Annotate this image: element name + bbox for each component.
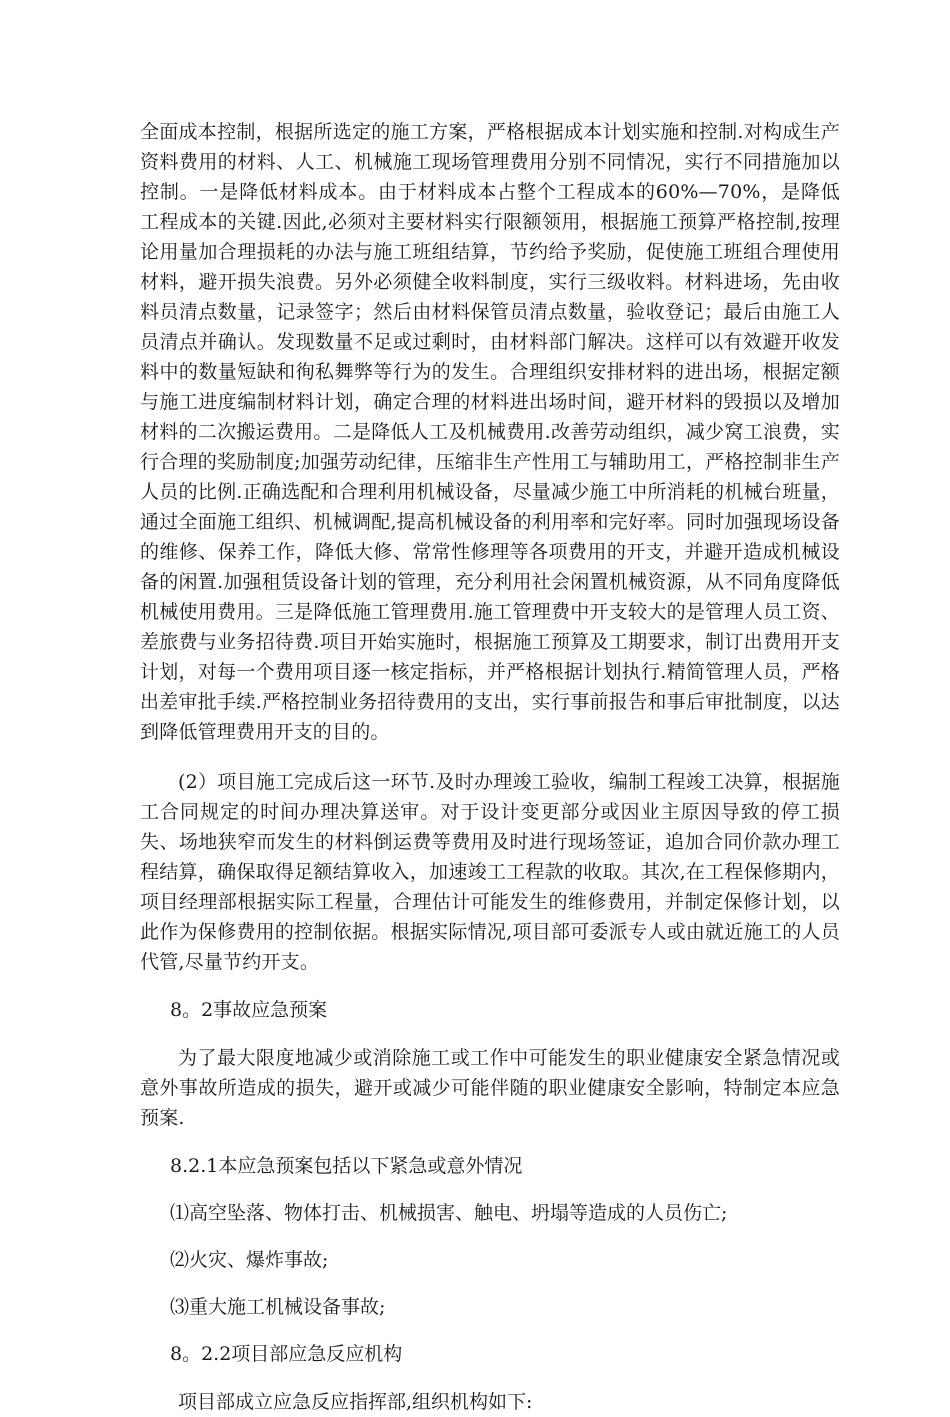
heading-8-2-2: 8。2.2项目部应急反应机构 bbox=[170, 1343, 403, 1365]
heading-8-2-1: 8.2.1本应急预案包括以下紧急或意外情况 bbox=[170, 1155, 523, 1177]
list-item-2: ⑵火灾、爆炸事故; bbox=[170, 1249, 329, 1271]
paragraph-cost-control: 全面成本控制，根据所选定的施工方案，严格根据成本计划实施和控制.对构成生产资料费用的材料、人工、机械施工现场管理费用分别不同情况，实行不同措施加以控制。一是降低材料成本。由于材料成本占整个工程成本的60%—70%，是降低工程成本的关键.因此,必须对主要材料实行限额领用，根据施工预算严格控制,按理论用量加合理损耗的办法与施工班组结算，节约给予奖励，促使施工班组合理使用材料，避开损失浪费。另外必须健全收料制度，实行三级收料。材料进场，先由收料员清点数量，记录签字；然后由材料保管员清点数量，验收登记；最后由施工人员清点并确认。发现数量不足或过剩时，由材料部门解决。这样可以有效避开收发料中的数量短缺和徇私舞弊等行为的发生。合理组织安排材料的进出场，根据定额与施工进度编制材料计划，确定合理的材料进出场时间，避开材料的毁损以及增加材料的二次搬运费用。二是降低人工及机械费用.改善劳动组织，减少窝工浪费，实行合理的奖励制度;加强劳动纪律，压缩非生产性用工与辅助用工，严格控制非生产人员的比例.正确选配和合理利用机械设备，尽量减少施工中所消耗的机械台班量，通过全面施工组织、机械调配,提高机械设备的利用率和完好率。同时加强现场设备的维修、保养工作，降低大修、常常性修理等各项费用的开支，并避开造成机械设备的闲置.加强租赁设备计划的管理，充分利用社会闲置机械资源，从不同角度降低机械使用费用。三是降低施工管理费用.施工管理费中开支较大的是管理人员工资、差旅费与业务招待费.项目开始实施时，根据施工预算及工期要求，制订出费用开支计划，对每一个费用项目逐一核定指标，并严格根据计划执行.精简管理人员，严格出差审批手续.严格控制业务招待费用的支出，实行事前报告和事后审批制度，以达到降低管理费用开支的目的。 bbox=[140, 121, 840, 743]
paragraph-completion-stage: (2）项目施工完成后这一环节.及时办理竣工验收，编制工程竣工决算，根据施工合同规定的时间办理决算送审。对于设计变更部分或因业主原因导致的停工损失、场地狭窄而发生的材料倒运费等费用及时进行现场签证，追加合同价款办理工程结算，确保取得足额结算收入，加速竣工工程款的收取。其次,在工程保修期内，项目经理部根据实际工程量，合理估计可能发生的维修费用，并制定保修计划，以此作为保修费用的控制依据。根据实际情况,项目部可委派专人或由就近施工的人员代管,尽量节约开支。 bbox=[140, 771, 840, 973]
list-item-1: ⑴高空坠落、物体打击、机械损害、触电、坍塌等造成的人员伤亡; bbox=[170, 1202, 728, 1224]
heading-8-2: 8。2事故应急预案 bbox=[170, 999, 328, 1021]
document-page bbox=[140, 117, 840, 1417]
list-item-3: ⑶重大施工机械设备事故; bbox=[170, 1296, 386, 1318]
paragraph-organization: 项目部成立应急反应指挥部,组织机构如下: bbox=[178, 1391, 533, 1413]
paragraph-emergency-intro: 为了最大限度地减少或消除施工或工作中可能发生的职业健康安全紧急情况或意外事故所造成的损失，避开或减少可能伴随的职业健康安全影响，特制定本应急预案. bbox=[140, 1047, 840, 1129]
